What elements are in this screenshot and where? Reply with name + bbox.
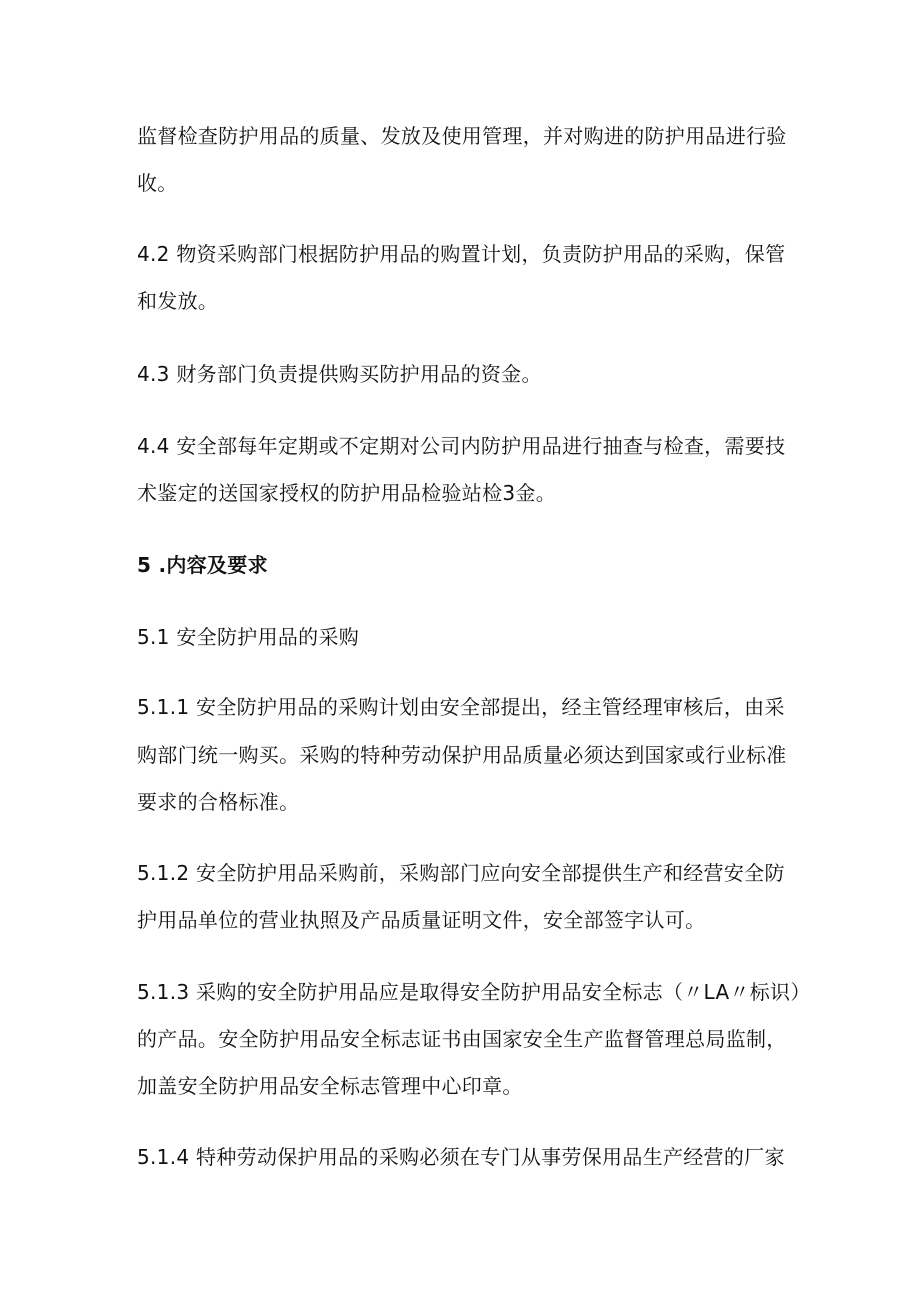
subsection-heading-5-1: 5.1 安全防护用品的采购 bbox=[137, 625, 360, 649]
text-line-3: 4.2 物资采购部门根据防护用品的购置计划，负责防护用品的采购，保管 bbox=[137, 242, 786, 266]
text-line-13: 5.1.2 安全防护用品采购前，采购部门应向安全部提供生产和经营安全防 bbox=[137, 861, 785, 885]
text-line-16: 的产品。安全防护用品安全标志证书由国家安全生产监督管理总局监制， bbox=[137, 1027, 787, 1051]
text-line-1: 监督检查防护用品的质量、发放及使用管理，并对购进的防护用品进行验 bbox=[137, 124, 787, 148]
text-line-11: 购部门统一购买。采购的特种劳动保护用品质量必须达到国家或行业标准 bbox=[137, 743, 787, 767]
text-line-14: 护用品单位的营业执照及产品质量证明文件，安全部签字认可。 bbox=[137, 908, 706, 932]
text-line-17: 加盖安全防护用品安全标志管理中心印章。 bbox=[137, 1074, 523, 1098]
text-line-7: 术鉴定的送国家授权的防护用品检验站检3金。 bbox=[137, 481, 557, 505]
section-heading-5: 5 .内容及要求 bbox=[137, 553, 268, 577]
text-line-10: 5.1.1 安全防护用品的采购计划由安全部提出，经主管经理审核后，由采 bbox=[137, 695, 785, 719]
text-line-18: 5.1.4 特种劳动保护用品的采购必须在专门从事劳保用品生产经营的厂家 bbox=[137, 1145, 785, 1169]
text-line-5: 4.3 财务部门负责提供购买防护用品的资金。 bbox=[137, 362, 542, 386]
text-line-4: 和发放。 bbox=[137, 289, 219, 313]
text-line-2: 收。 bbox=[137, 171, 178, 195]
text-line-15: 5.1.3 采购的安全防护用品应是取得安全防护用品安全标志（〃LA〃标识） bbox=[137, 980, 811, 1004]
text-line-12: 要求的合格标准。 bbox=[137, 790, 300, 814]
text-line-6: 4.4 安全部每年定期或不定期对公司内防护用品进行抽查与检查，需要技 bbox=[137, 434, 786, 458]
